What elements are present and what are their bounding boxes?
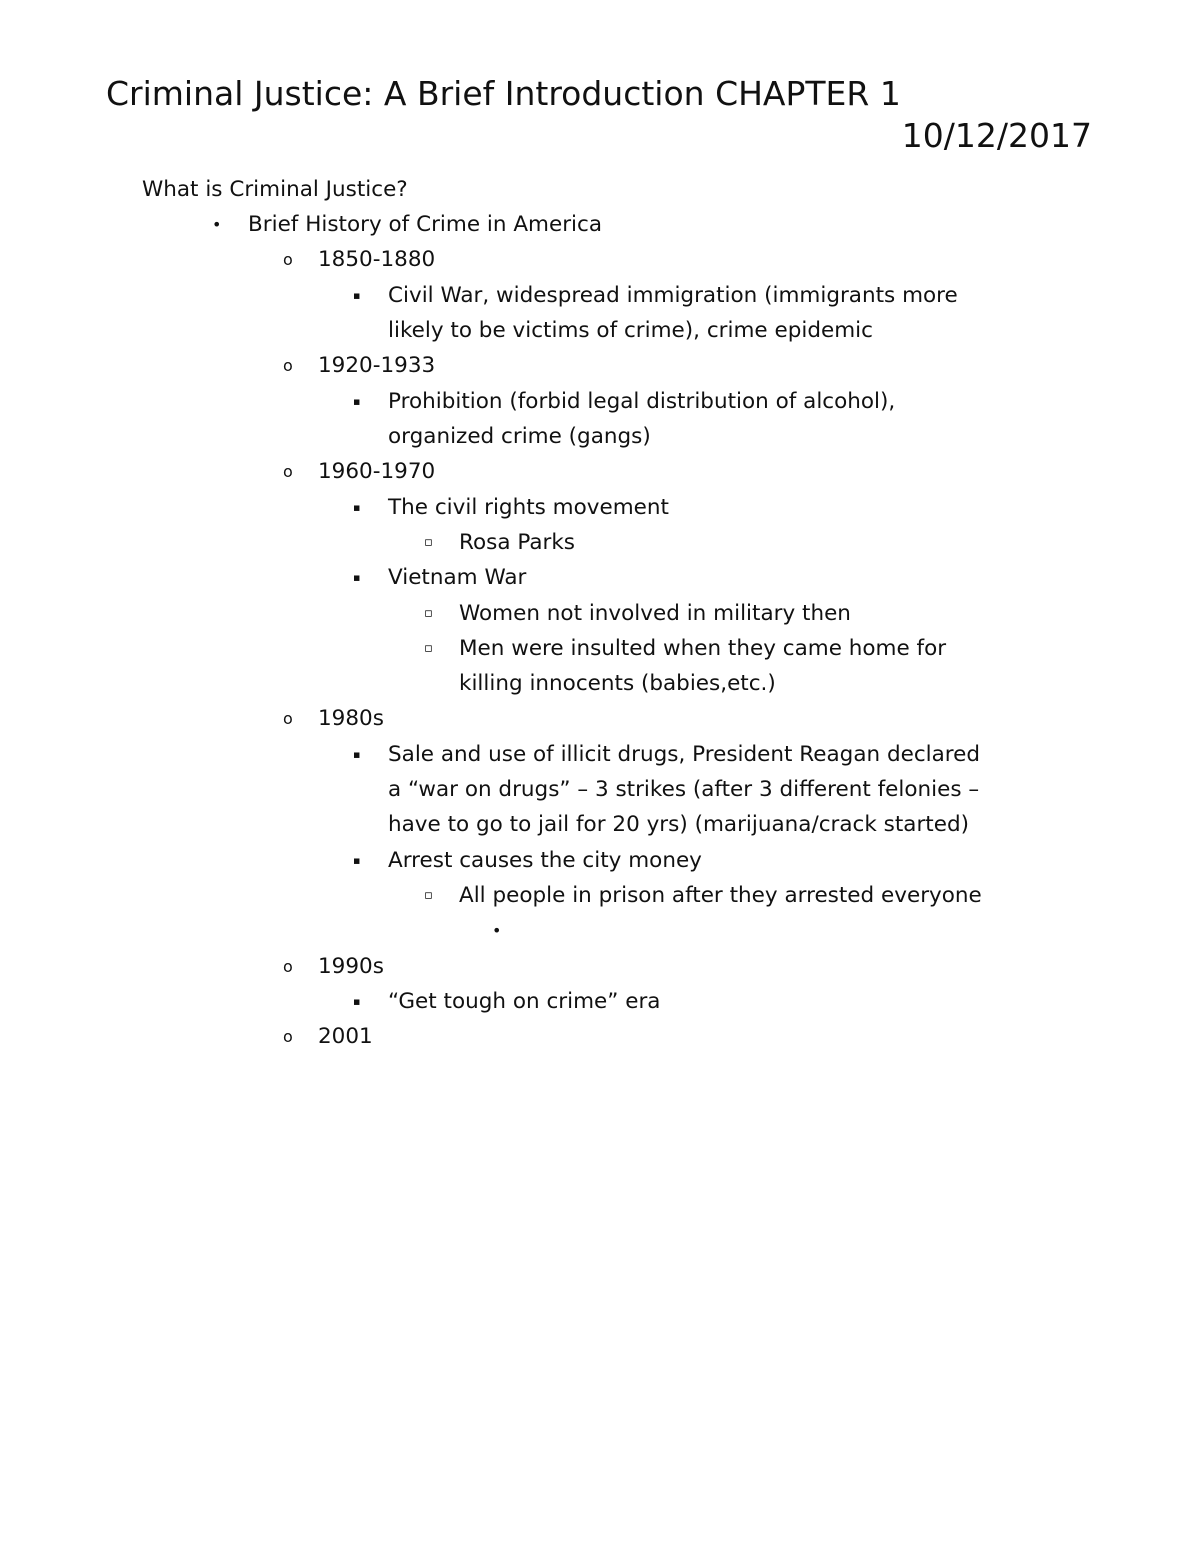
bullet-square-icon: ▪ <box>353 395 361 408</box>
bullet-disc-icon: • <box>492 921 502 940</box>
list-item: Men were insulted when they came home for <box>459 636 947 661</box>
bullet-square-icon: ▪ <box>353 748 361 761</box>
list-item: a “war on drugs” – 3 strikes (after 3 different felonies – <box>388 777 980 802</box>
bullet-open-square-icon: ▫ <box>424 888 433 903</box>
history-heading: Brief History of Crime in America <box>248 212 603 237</box>
bullet-square-icon: ▪ <box>353 571 361 584</box>
list-item: likely to be victims of crime), crime epidemic <box>388 318 873 343</box>
bullet-square-icon: ▪ <box>353 289 361 302</box>
bullet-circle-icon: o <box>283 957 293 976</box>
period-label: 1990s <box>318 954 384 979</box>
list-item: killing innocents (babies,etc.) <box>459 671 776 696</box>
bullet-square-icon: ▪ <box>353 854 361 867</box>
period-label: 1980s <box>318 706 384 731</box>
period-label: 1920-1933 <box>318 353 436 378</box>
period-label: 1960-1970 <box>318 459 436 484</box>
list-item: The civil rights movement <box>388 495 669 520</box>
document-title: Criminal Justice: A Brief Introduction CHAPTER 1 <box>106 74 901 113</box>
list-item: Vietnam War <box>388 565 527 590</box>
bullet-circle-icon: o <box>283 709 293 728</box>
bullet-circle-icon: o <box>283 250 293 269</box>
document-date: 10/12/2017 <box>901 116 1092 155</box>
bullet-square-icon: ▪ <box>353 995 361 1008</box>
bullet-disc-icon: • <box>212 215 222 234</box>
bullet-circle-icon: o <box>283 462 293 481</box>
period-label: 1850-1880 <box>318 247 436 272</box>
list-item: “Get tough on crime” era <box>388 989 661 1014</box>
bullet-open-square-icon: ▫ <box>424 641 433 656</box>
section-question: What is Criminal Justice? <box>142 177 408 202</box>
list-item: Women not involved in military then <box>459 601 851 626</box>
list-item: All people in prison after they arrested everyone <box>459 883 982 908</box>
bullet-circle-icon: o <box>283 356 293 375</box>
list-item: Civil War, widespread immigration (immigrants more <box>388 283 958 308</box>
bullet-circle-icon: o <box>283 1027 293 1046</box>
bullet-open-square-icon: ▫ <box>424 606 433 621</box>
bullet-open-square-icon: ▫ <box>424 535 433 550</box>
list-item: have to go to jail for 20 yrs) (marijuana/crack started) <box>388 812 969 837</box>
list-item: Arrest causes the city money <box>388 848 702 873</box>
bullet-square-icon: ▪ <box>353 501 361 514</box>
list-item: Sale and use of illicit drugs, President Reagan declared <box>388 742 981 767</box>
list-item: Rosa Parks <box>459 530 576 555</box>
list-item: Prohibition (forbid legal distribution of alcohol), <box>388 389 896 414</box>
list-item: organized crime (gangs) <box>388 424 651 449</box>
period-label: 2001 <box>318 1024 373 1049</box>
